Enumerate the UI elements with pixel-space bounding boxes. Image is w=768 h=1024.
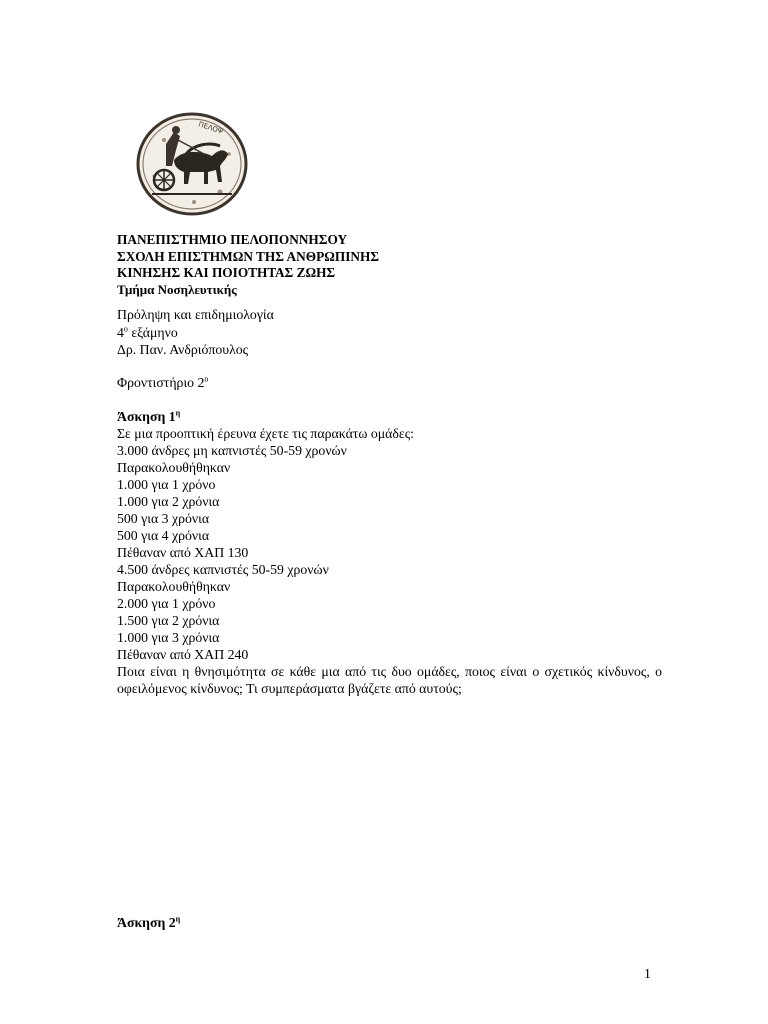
exercise-1-title: Άσκηση $1^\eta$ [117,408,181,424]
exercise-line: Παρακολουθήθηκαν [117,460,231,475]
exercise-line: 1.500 για 2 χρόνια [117,613,220,628]
exercise-line: Παρακολουθήθηκαν [117,579,231,594]
svg-text:ΠΕΛΟΨ: ΠΕΛΟΨ [197,120,225,136]
school-name-line1: ΣΧΟΛΗ ΕΠΙΣΤΗΜΩΝ ΤΗΣ ΑΝΘΡΩΠΙΝΗΣ [117,248,380,264]
course-info [117,306,662,359]
school-name-line2: ΚΙΝΗΣΗΣ ΚΑΙ ΠΟΙΟΤΗΤΑΣ ΖΩΗΣ [117,265,336,280]
course-title: Πρόληψη και επιδημιολογία [117,307,274,322]
exercise-line: 500 για 3 χρόνια [117,511,210,526]
university-header [117,232,662,298]
exercise-2-title: Άσκηση $2^\eta$ [117,914,181,930]
university-coin-seal-icon [134,110,250,218]
instructor: Δρ. Παν. Ανδριόπουλος [117,342,249,357]
department-name: Τμήμα Νοσηλευτικής [117,281,237,297]
exercise-line: 2.000 για 1 χρόνο [117,596,216,611]
tutorial-label: Φροντιστήριο $2^o$ [117,374,209,390]
exercise-line: 500 για 4 χρόνια [117,528,210,543]
exercise-line: Πέθαναν από ΧΑΠ 130 [117,545,249,560]
semester: $4^o$ εξάμηνο [117,323,178,340]
exercise-line: Σε μια προοπτική έρευνα έχετε τις παρακάτω ομάδες: [117,426,414,441]
exercise-1-question: Ποια είναι η θνησιμότητα σε κάθε μια από τις δυο ομάδες, ποιος είναι ο σχετικός κίνδυνος, ο οφειλόμενος κίνδυνος; Τι συμπεράσματα βγάζετε από αυτούς; [117,664,662,696]
exercise-1 [117,408,662,697]
exercise-line: 1.000 για 2 χρόνια [117,494,220,509]
exercise-line: 4.500 άνδρες καπνιστές 50-59 χρονών [117,562,329,577]
exercise-line: Πέθαναν από ΧΑΠ 240 [117,647,249,662]
exercise-line: 1.000 για 1 χρόνο [117,477,216,492]
page-number: 1 [644,966,651,981]
exercise-line: 3.000 άνδρες μη καπνιστές 50-59 χρονών [117,443,347,458]
exercise-line: 1.000 για 3 χρόνια [117,630,220,645]
university-name: ΠΑΝΕΠΙΣΤΗΜΙΟ ΠΕΛΟΠΟΝΝΗΣΟΥ [117,232,348,247]
